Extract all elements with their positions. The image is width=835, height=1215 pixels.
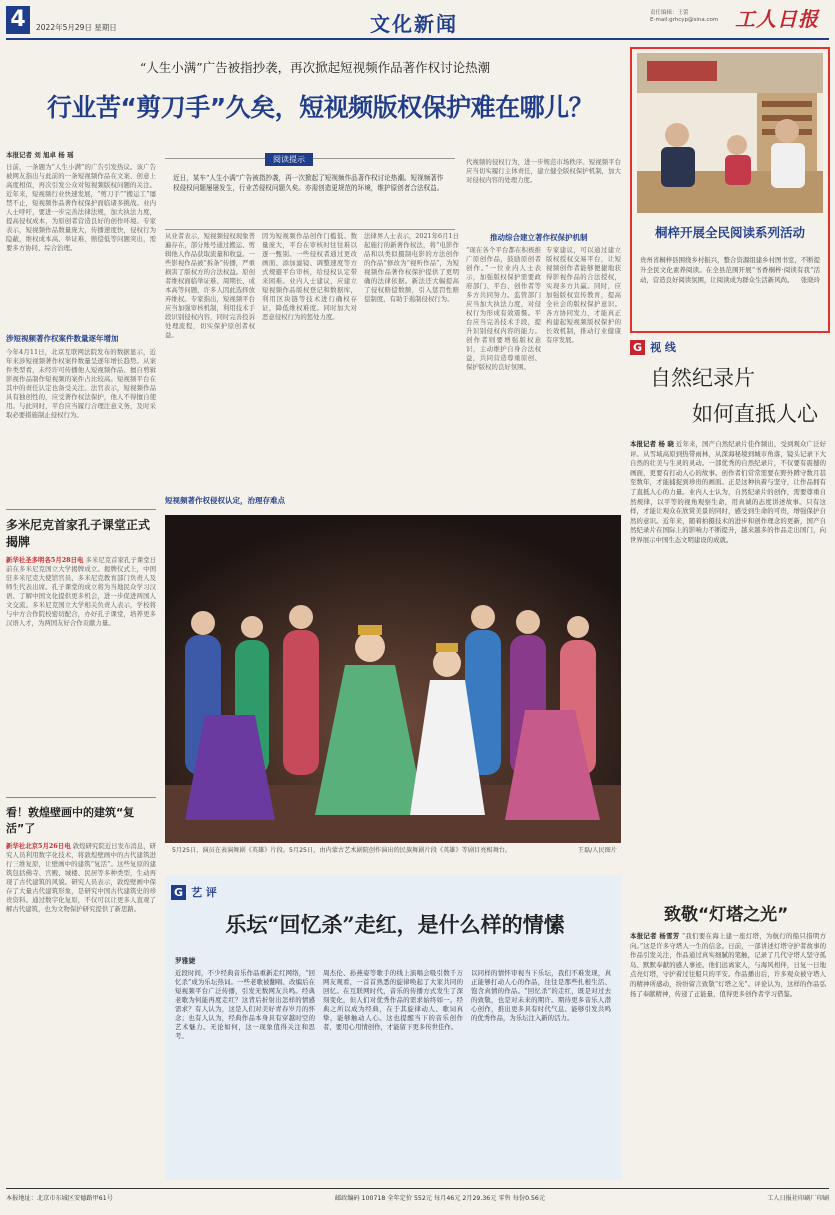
left-story-1-body: 新华社圣多明各5月28日电 多米尼克首家孔子课堂日前在多米尼克国立大学揭牌成立。揭牌仪式上，中国驻多米尼克大使馆官员、多米尼克教育部门负责人及师生代表出席。孔子课堂的成立将为当地民众学习汉语、了解中国文化提供更多机会，进一步促进两国人文交流。多米尼克国立大学相关负责人表示，学校将与中方合作院校密切配合，办好孔子课堂，培养更多汉语人才，为两国友好合作贡献力量。 bbox=[6, 556, 156, 627]
viewpoint-headline-2: 如何直抵人心 bbox=[692, 402, 818, 426]
viewpoint-section-icon: G bbox=[630, 340, 645, 355]
lighthouse-byline: 本报记者 杨雪芳 bbox=[630, 932, 680, 940]
review-section bbox=[165, 875, 621, 1180]
reading-tips-text: 近日，某车“人生小满”广告被指抄袭，再一次掀起了短视频作品著作权讨论热潮。短视频著作权侵权问题屡屡发生，行业苦侵权问题久矣。亦需创造更规范的环境，维护原创者合法权益。 bbox=[173, 174, 444, 192]
page-footer bbox=[6, 1193, 829, 1202]
left-story-1-dateline: 新华社圣多明各5月28日电 bbox=[6, 556, 84, 564]
photo-caption bbox=[172, 846, 617, 855]
main-kicker: “人生小满”广告被指抄袭，再次掀起短视频作品著作权讨论热潮 bbox=[139, 60, 491, 75]
masthead-logo: 工人日报 bbox=[735, 7, 819, 31]
reading-activity-body: 贵州省桐梓县围绕乡村振兴，整合资源组建乡村图书室，不断提升全民文化素养阅读。在全县范围开展“书香桐梓·阅读有我”活动，营造良好阅读氛围，让阅读成为群众生活新风尚。 bbox=[640, 256, 820, 284]
lighthouse-story bbox=[630, 900, 826, 1180]
review-body-col3: 以同样的情怀审视当下乐坛，我们不难发现，真正能够打动人心的作品，往往是那些扎根生活、饱含真情的作品。“回忆杀”的走红，既是对过去的致敬，也是对未来的期许。期待更多音乐人潜心创作，推出更多具有时代气息、能够引发共鸣的优秀作品，为乐坛注入新的活力。 bbox=[471, 969, 611, 1022]
footer-address: 本报地址：北京市东城区安德路甲61号 bbox=[6, 1195, 113, 1202]
reading-activity-illustration bbox=[637, 53, 823, 213]
main-body-col1b: 今年4月11日，北京互联网法院发布的数据显示，近年来涉短视频著作权案件数量呈逐年增长趋势。从案件类型看，未经许可传播他人短视频作品、擅自剪辑影视作品制作短视频的案件占比较高。短视频平台在其中的责任认定也备受关注。法官表示，短视频作品具有独创性的，应受著作权法保护，他人不得擅自使用。与此同时，平台应当履行合理注意义务，及时采取必要措施制止侵权行为。 bbox=[6, 348, 156, 419]
footer-pricing: 邮政编码 100718 全年定价 552元 每月46元 2月29.36元 零售 每份0.56元 bbox=[334, 1195, 546, 1202]
editor-name: 责任编辑：王蕾 bbox=[650, 10, 689, 16]
main-body-col7: 专家建议，可以通过建立版权授权交易平台，让短视频创作者能够便捷地获得影视作品的合法授权，实现多方共赢。同时，应加强版权宣传教育，提高全社会的版权保护意识。各方协同发力，才能真正构建起短视频版权保护的长效机制，推动行业健康有序发展。 bbox=[546, 246, 621, 344]
reading-activity-photo bbox=[637, 53, 823, 213]
reading-tips-box bbox=[165, 155, 455, 230]
section-title: 文化新闻 bbox=[370, 12, 458, 36]
review-section-icon: G bbox=[171, 885, 186, 900]
lighthouse-body: 本报记者 杨雪芳 “我们要在海上建一座灯塔，为航行的船只指明方向。”这是许多守塔人一生的信念。日前，一部讲述灯塔守护者故事的作品引发关注，作品通过真实细腻的笔触，记录了几代守塔人坚守孤岛、默默奉献的感人事迹。他们远离家人，与海风相伴，日复一日地点亮灯塔，守护着过往船只的平安。作品播出后，许多观众被守塔人的精神所感动，纷纷留言致敬“灯塔之光”。评论认为，这样的作品弘扬了奉献精神，传递了正能量，值得更多创作者学习借鉴。 bbox=[630, 932, 826, 998]
review-section-name: 艺 评 bbox=[191, 886, 217, 899]
review-section-header bbox=[171, 881, 217, 900]
review-headline: 乐坛“回忆杀”走红，是什么样的情愫 bbox=[225, 912, 565, 937]
reading-activity-text bbox=[640, 255, 820, 325]
reading-tips-label: 阅读提示 bbox=[265, 153, 313, 166]
reading-activity-credit: 张晓玲 bbox=[800, 276, 820, 284]
main-headline: 行业苦“剪刀手”久矣，短视频版权保护难在哪儿？ bbox=[46, 93, 594, 122]
page-number: 4 bbox=[6, 6, 30, 34]
issue-date: 2022年5月29日 星期日 bbox=[36, 23, 117, 32]
dance-photo bbox=[165, 515, 621, 843]
photo-caption-text: 5月25日，演员在表演舞剧《英雄》片段。5月25日，由内蒙古艺术剧院创作演出的民族舞剧片段《英雄》等剧目亮相舞台。 bbox=[172, 847, 512, 854]
main-body-col2: 从业者表示，短视频侵权现象普遍存在，部分账号通过搬运、剪辑他人作品获取流量和收益。一些影视作品被“拆条”传播，严重损害了版权方的合法权益。原创者维权面临举证难、周期长、成本高等问题，许多人因此选择放弃维权。专家指出，短视频平台应当加强审核机制，利用技术手段识别侵权内容，同时完善投诉处理流程，切实保护原创者权益。 bbox=[165, 232, 255, 339]
left-story-1-title: 多米尼克首家孔子课堂正式揭牌 bbox=[6, 518, 151, 549]
main-body-col6: “现在各个平台都在积极推广原创作品，鼓励原创者创作。”一位业内人士表示，加强版权保护需要政府部门、平台、创作者等多方共同努力。监管部门应当加大执法力度，对侵权行为形成有效震慑。平台应当完善技术手段，提升识别侵权内容的能力。创作者则要增强版权意识，主动维护自身合法权益，共同营造尊重原创、保护版权的良好氛围。 bbox=[466, 246, 541, 371]
main-body-col1: 日前，一条题为“人生小满”的广告引发热议。该广告被网友指出与此前的一条短视频作品在文案、创意上高度相似，再次引发公众对短视频版权问题的关注。近年来，短视频行业快速发展，“剪刀手”“搬运工”屡禁不止，短视频作品著作权保护面临诸多挑战。业内人士呼吁，要进一步完善法律法规，加大执法力度，提高侵权成本，为原创者营造良好的创作环境。专家表示，短视频作品数量庞大，传播速度快，侵权行为隐蔽，维权成本高、举证难、赔偿低等问题突出，需要多方协同、综合治理。 bbox=[6, 163, 156, 252]
main-byline: 本报记者 刘 旭卓 杨 瑶 bbox=[6, 151, 74, 159]
main-body-col5: 代视频的侵权行为，进一步规范市场秩序。短视频平台应当切实履行主体责任，建立健全版权保护机制，加大对侵权内容的处理力度。 bbox=[466, 158, 621, 184]
subhead-1: 涉短视频著作权案件数量逐年增加 bbox=[6, 334, 119, 343]
viewpoint-section bbox=[630, 336, 826, 796]
review-body-col1: 近段时间，不少经典音乐作品重新走红网络，“回忆杀”成为乐坛热词。一些老歌被翻唱、改编后在短视频平台广泛传播，引发无数网友共鸣。经典老歌为何能再度走红？这背后折射出怎样的情感需求？有人认为，这是人们对美好青春岁月的怀念；也有人认为，经典作品本身具有穿越时空的艺术魅力。无论如何，这一现象值得关注和思考。 bbox=[175, 969, 315, 1040]
viewpoint-section-name: 视 线 bbox=[650, 341, 676, 354]
dance-photo-illustration bbox=[165, 515, 621, 843]
left-story-2-body: 新华社北京5月26日电 敦煌研究院近日发布消息，研究人员利用数字化技术，将敦煌壁画中的古代建筑进行三维复原，让壁画中的建筑“复活”。这些复原的建筑包括佛寺、宫殿、城楼、民居等多种类型，生动再现了古代建筑的风貌。研究人员表示，敦煌壁画中保存了大量古代建筑形象，是研究中国古代建筑史的珍贵资料。通过数字化复原，不仅可以让更多人直观了解古代建筑，也为文物保护研究提供了新思路。 bbox=[6, 842, 156, 913]
reading-activity-headline: 桐梓开展全民阅读系列活动 bbox=[654, 225, 805, 240]
left-story-2-dateline: 新华社北京5月26日电 bbox=[6, 842, 71, 850]
review-body-col2: 周杰伦、孙燕姿等歌手的线上演唱会吸引数千万网友观看，一首首熟悉的旋律唤起了大家共同的回忆。在互联网时代，音乐的传播方式发生了深刻变化，但人们对优秀作品的需求始终如一。经典之所以成为经典，在于其旋律动人、歌词真挚，能够触动人心。这也提醒当下的音乐创作者，要用心用情创作，才能留下更多传世佳作。 bbox=[323, 969, 463, 1031]
footer-printer: 工人日报社印刷厂印刷 bbox=[767, 1195, 829, 1202]
editor-info bbox=[650, 10, 718, 24]
photo-credit: 王磊/人民图片 bbox=[577, 847, 617, 854]
left-column bbox=[6, 150, 156, 1180]
review-author: 罗雅婕 bbox=[175, 957, 196, 965]
viewpoint-byline: 本报记者 杨 晓 bbox=[630, 440, 674, 448]
viewpoint-body: 本报记者 杨 晓 近年来，国产自然纪录片佳作频出，受到观众广泛好评。从雪域高原到热带雨林，从深海秘境到城市角落，镜头记录下大自然的壮美与生灵的灵动。一部优秀的自然纪录片，不仅要有震撼的画面，更要有打动人心的故事。创作者们常常需要在野外蹲守数月甚至数年，才能捕捉到珍贵的画面。正是这种执着与坚守，让作品拥有了直抵人心的力量。业内人士认为，自然纪录片的创作，需要尊重自然规律，以平等的视角观察生命，用真诚的态度讲述故事。只有这样，才能让观众在欣赏美景的同时，感受到生命的可贵，增强保护自然的意识。近年来，随着拍摄技术的进步和创作理念的更新，国产自然纪录片在国际上的影响力不断提升，越来越多的作品走出国门，向世界展示中国生态文明建设的成就。 bbox=[630, 440, 826, 544]
editor-email: E-mail:grhcyp@sina.com bbox=[650, 17, 719, 23]
viewpoint-header bbox=[630, 336, 676, 355]
page-header bbox=[0, 0, 835, 40]
subhead-2: 短视频著作权侵权认定，治理存难点 bbox=[165, 496, 285, 505]
viewpoint-headline-1: 自然纪录片 bbox=[650, 366, 755, 390]
left-story-2-title: 看！敦煌壁画中的建筑“复活”了 bbox=[6, 806, 135, 835]
subhead-3: 推动综合建立著作权保护机制 bbox=[490, 233, 588, 242]
main-body-col3: 因为短视频作品创作门槛低、数量庞大，平台在审核时往往难以逐一甄别。一些侵权者通过更改画面、添加滤镜、调整速度等方式规避平台审核，给侵权认定带来困难。业内人士建议，应建立短视频作品版权登记和数据库，利用区块链等技术进行确权存证，降低维权难度。同时加大对恶意侵权行为的惩处力度。 bbox=[262, 232, 357, 321]
lighthouse-headline: 致敬“灯塔之光” bbox=[664, 905, 789, 925]
reading-activity-feature bbox=[630, 47, 830, 333]
main-body-col4: 法律界人士表示，2021年6月1日起施行的新著作权法，将“电影作品和以类似摄制电影的方法创作的作品”修改为“视听作品”，为短视频作品著作权保护提供了更明确的法律依据。新法还大幅提高了侵权赔偿数额，引入惩罚性赔偿制度，有助于遏制侵权行为。 bbox=[364, 232, 459, 303]
